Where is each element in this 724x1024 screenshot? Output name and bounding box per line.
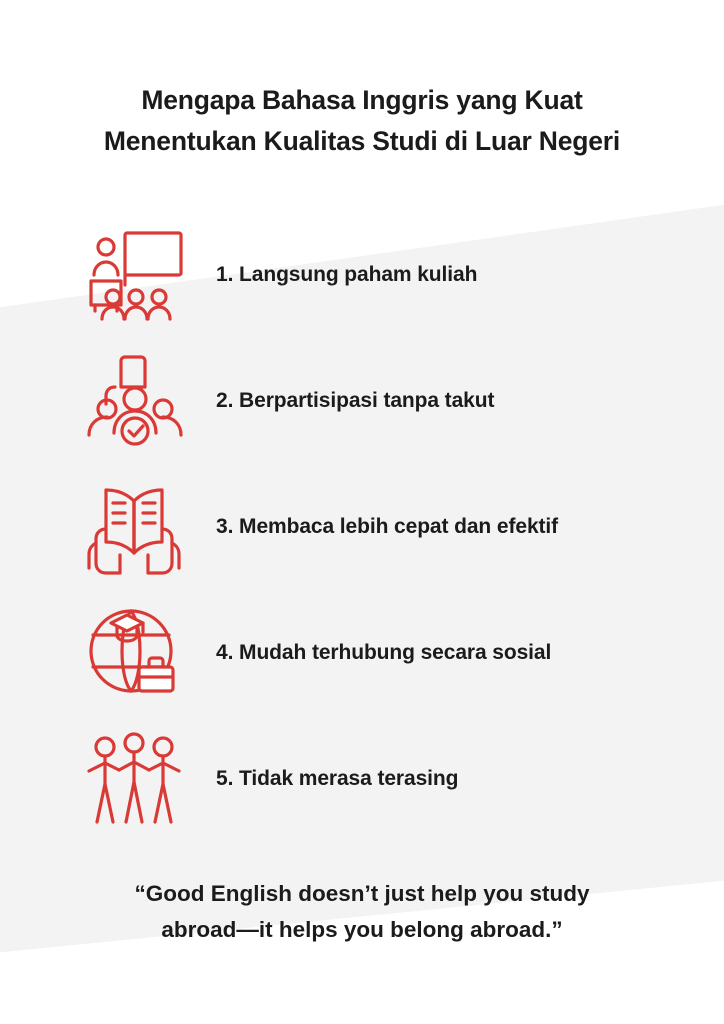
list-item-label: 3. Membaca lebih cepat dan efektif bbox=[216, 515, 559, 538]
globe-graduation-briefcase-icon-wrap bbox=[0, 590, 724, 716]
lecturer-whiteboard-icon bbox=[78, 223, 190, 327]
raised-hand-group-check-icon bbox=[78, 349, 190, 453]
list-item bbox=[0, 716, 724, 842]
list-item-label: 5. Tidak merasa terasing bbox=[216, 767, 459, 790]
list-item bbox=[0, 338, 724, 464]
list-item-label: 2. Berpartisipasi tanpa takut bbox=[216, 389, 495, 412]
list-item-label: 1. Langsung paham kuliah bbox=[216, 263, 478, 286]
list-item bbox=[0, 464, 724, 590]
closing-quote-line-2: abroad—it helps you belong abroad.” bbox=[161, 917, 563, 942]
three-people-group-icon bbox=[78, 727, 190, 831]
globe-graduation-briefcase-icon bbox=[78, 601, 190, 705]
open-book-hands-icon bbox=[78, 475, 190, 579]
closing-quote bbox=[0, 876, 724, 948]
benefit-list bbox=[0, 212, 724, 842]
page-title-line-2: Menentukan Kualitas Studi di Luar Negeri bbox=[103, 126, 621, 157]
list-item bbox=[0, 212, 724, 338]
list-item-label: 4. Mudah terhubung secara sosial bbox=[216, 641, 552, 664]
page-title-line-1: Mengapa Bahasa Inggris yang Kuat bbox=[141, 85, 583, 115]
page-title bbox=[0, 80, 724, 162]
closing-quote-line-1: “Good English doesn’t just help you study bbox=[134, 881, 590, 906]
